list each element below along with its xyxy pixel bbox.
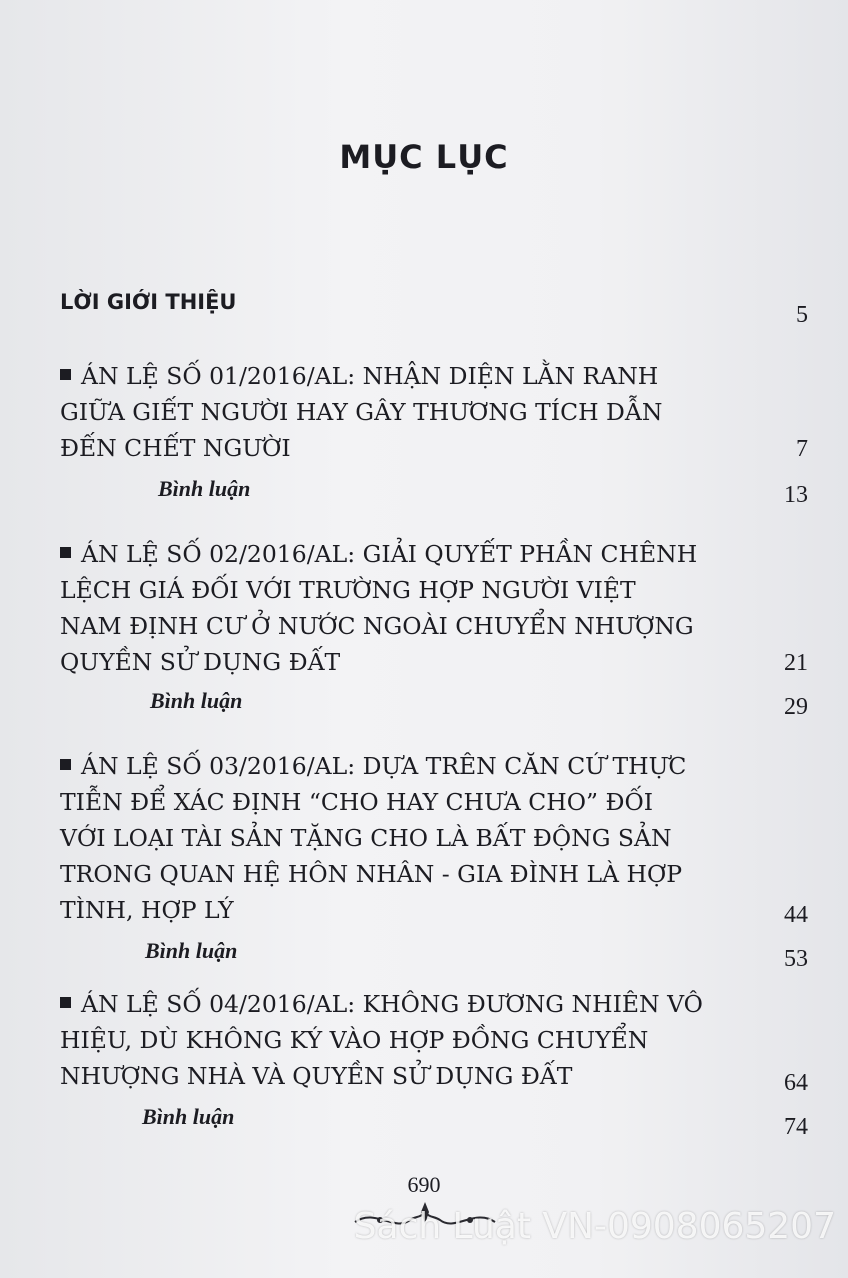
toc-entry-2-line-1: ÁN LỆ SỐ 02/2016/AL: GIẢI QUYẾT PHẦN CHÊNH (60, 540, 710, 568)
bullet-icon (60, 369, 71, 380)
toc-entry-1-line-2: GIỮA GIẾT NGƯỜI HAY GÂY THƯƠNG TÍCH DẪN (60, 398, 663, 426)
toc-entry-3-line-2: TIỄN ĐỂ XÁC ĐỊNH “CHO HAY CHƯA CHO” ĐỐI (60, 788, 654, 816)
toc-entry-4-line-3: NHƯỢNG NHÀ VÀ QUYỀN SỬ DỤNG ĐẤT (60, 1062, 573, 1090)
bullet-icon (60, 759, 71, 770)
toc-entry-3-comment: Bình luận (145, 938, 238, 963)
bullet-icon (60, 547, 71, 558)
toc-entry-2-page: 21 (784, 650, 808, 676)
page-title: MỤC LỤC (339, 138, 509, 176)
bullet-icon (60, 997, 71, 1008)
toc-entry-1-page: 7 (796, 436, 808, 462)
toc-entry-1-comment: Bình luận (158, 476, 251, 501)
toc-entry-4-line-1: ÁN LỆ SỐ 04/2016/AL: KHÔNG ĐƯƠNG NHIÊN VÔ (60, 990, 710, 1018)
toc-entry-2-line-4: QUYỀN SỬ DỤNG ĐẤT (60, 648, 341, 676)
toc-entry-3-line-4: TRONG QUAN HỆ HÔN NHÂN - GIA ĐÌNH LÀ HỢP (60, 860, 683, 888)
toc-entry-3-line-5: TÌNH, HỢP LÝ (60, 896, 234, 924)
toc-entry-3-comment-page: 53 (784, 946, 808, 972)
toc-entry-2-line-2: LỆCH GIÁ ĐỐI VỚI TRƯỜNG HỢP NGƯỜI VIỆT (60, 576, 636, 604)
toc-entry-4-comment-page: 74 (784, 1114, 808, 1140)
toc-intro-page: 5 (796, 302, 808, 328)
toc-entry-3-line-1: ÁN LỆ SỐ 03/2016/AL: DỰA TRÊN CĂN CỨ THỰC (60, 752, 710, 780)
toc-entry-1-line-3: ĐẾN CHẾT NGƯỜI (60, 434, 291, 462)
toc-entry-2-line-3: NAM ĐỊNH CƯ Ở NƯỚC NGOÀI CHUYỂN NHƯỢNG (60, 612, 694, 640)
toc-entry-4-page: 64 (784, 1070, 808, 1096)
toc-intro-label: LỜI GIỚI THIỆU (60, 290, 237, 314)
toc-entry-1-line-1: ÁN LỆ SỐ 01/2016/AL: NHẬN DIỆN LẰN RANH (60, 362, 710, 390)
toc-entry-4-line-2: HIỆU, DÙ KHÔNG KÝ VÀO HỢP ĐỒNG CHUYỂN (60, 1026, 649, 1054)
toc-entry-1-comment-page: 13 (784, 482, 808, 508)
toc-entry-2-comment-page: 29 (784, 694, 808, 720)
toc-entry-3-page: 44 (784, 902, 808, 928)
toc-entry-3-line-3: VỚI LOẠI TÀI SẢN TẶNG CHO LÀ BẤT ĐỘNG SẢN (60, 824, 672, 852)
watermark-text: Sách Luật VN-0908065207 (353, 1206, 836, 1247)
page-number: 690 (407, 1172, 441, 1197)
toc-entry-4-comment: Bình luận (142, 1104, 235, 1129)
toc-entry-2-comment: Bình luận (150, 688, 243, 713)
